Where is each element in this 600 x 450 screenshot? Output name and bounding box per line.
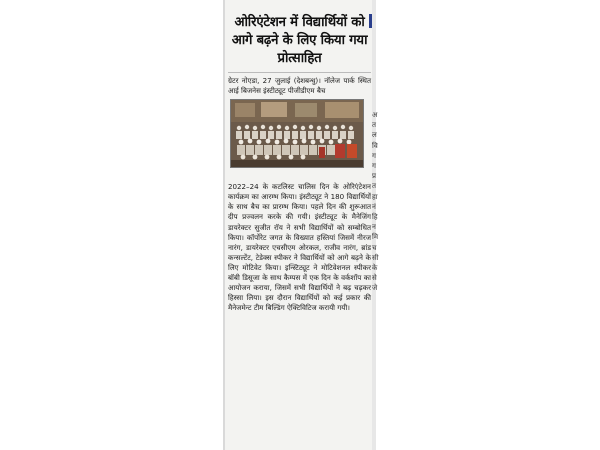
fragment: हा xyxy=(372,192,378,201)
fragment: सी xyxy=(372,253,379,262)
fragment: जे xyxy=(372,284,378,293)
fragment: ग xyxy=(372,151,376,160)
fragment: वि xyxy=(372,141,378,150)
accent-bar xyxy=(369,14,372,28)
dateline-text: ग्रेटर नोएडा, 27 जुलाई (देशबन्धु)। नॉलेज पार्क स्थित आई बिजनेस इंस्टीट्यूट पीजीडीएम बैच xyxy=(228,76,371,96)
article-headline: ओरिएंटेशन में विद्यार्थियों को आगे बढ़ने के लिए किया गया प्रोत्साहित xyxy=(231,15,368,66)
fragment: त xyxy=(372,121,376,130)
fragment: प्र xyxy=(372,172,376,181)
fragment: च xyxy=(372,243,377,252)
fragment: न xyxy=(372,223,376,232)
group-photo xyxy=(230,99,364,168)
adjacent-column-fragments xyxy=(372,110,380,294)
article-dateline xyxy=(228,76,371,96)
fragment: नं xyxy=(372,202,376,211)
fragment: ल xyxy=(372,131,377,140)
fragment: मि xyxy=(372,233,378,242)
fragment: त xyxy=(372,182,376,191)
fragment: के xyxy=(372,264,378,273)
newspaper-clipping xyxy=(223,0,376,450)
article-body-text: 2022–24 के कटलिस्ट चालिस दिन के ओरिएंटेशन कार्यक्रम का आरम्भ किया। इंस्टीट्यूट ने 180 विद्यार्थियों के साथ बैच का प्रारम्भ किया। पहले दिन की शुरूआत दीप प्रज्वलन करके की गयी। इंस्टीट्यूट के मैनेजिंग डायरेक्टर सुजीत रॉय ने सभी विद्यार्थियों को सम्बोधित किया। कॉर्पोरेट जगत के विख्यात हस्तियां जिसमें नीरज नारंग, डायरेक्टर एचसीएम ओरकल, राजीव नारंग, ब्रांड कन्सल्टेंट, टेडेक्स स्पीकर ने विद्यार्थियों को आगे बढ़ने के लिए मोटिवेट किया। इन्स्टिट्यूट ने मोटिवेशनल स्पीकर बॉबी डिसूजा के साथ कैम्पस में एक दिन के वर्कशॉप का आयोजन कराया, जिसमें सभी विद्यार्थियों ने बढ़ चढ़कर हिस्सा लिया। इस दौरान विद्यार्थियों को कई प्रकार की मैनेजमेन्ट टीम बिल्डिंग ऐक्टिविटिज करायी गयी। xyxy=(228,182,371,313)
headline-divider xyxy=(228,72,371,73)
group-photo-illustration xyxy=(231,100,363,167)
clipping-left-edge xyxy=(223,0,225,450)
article-body xyxy=(228,182,371,313)
fragment: हि xyxy=(372,213,378,222)
fragment: से xyxy=(372,274,377,283)
fragment: ग xyxy=(372,162,376,171)
fragment: अ xyxy=(372,111,378,119)
